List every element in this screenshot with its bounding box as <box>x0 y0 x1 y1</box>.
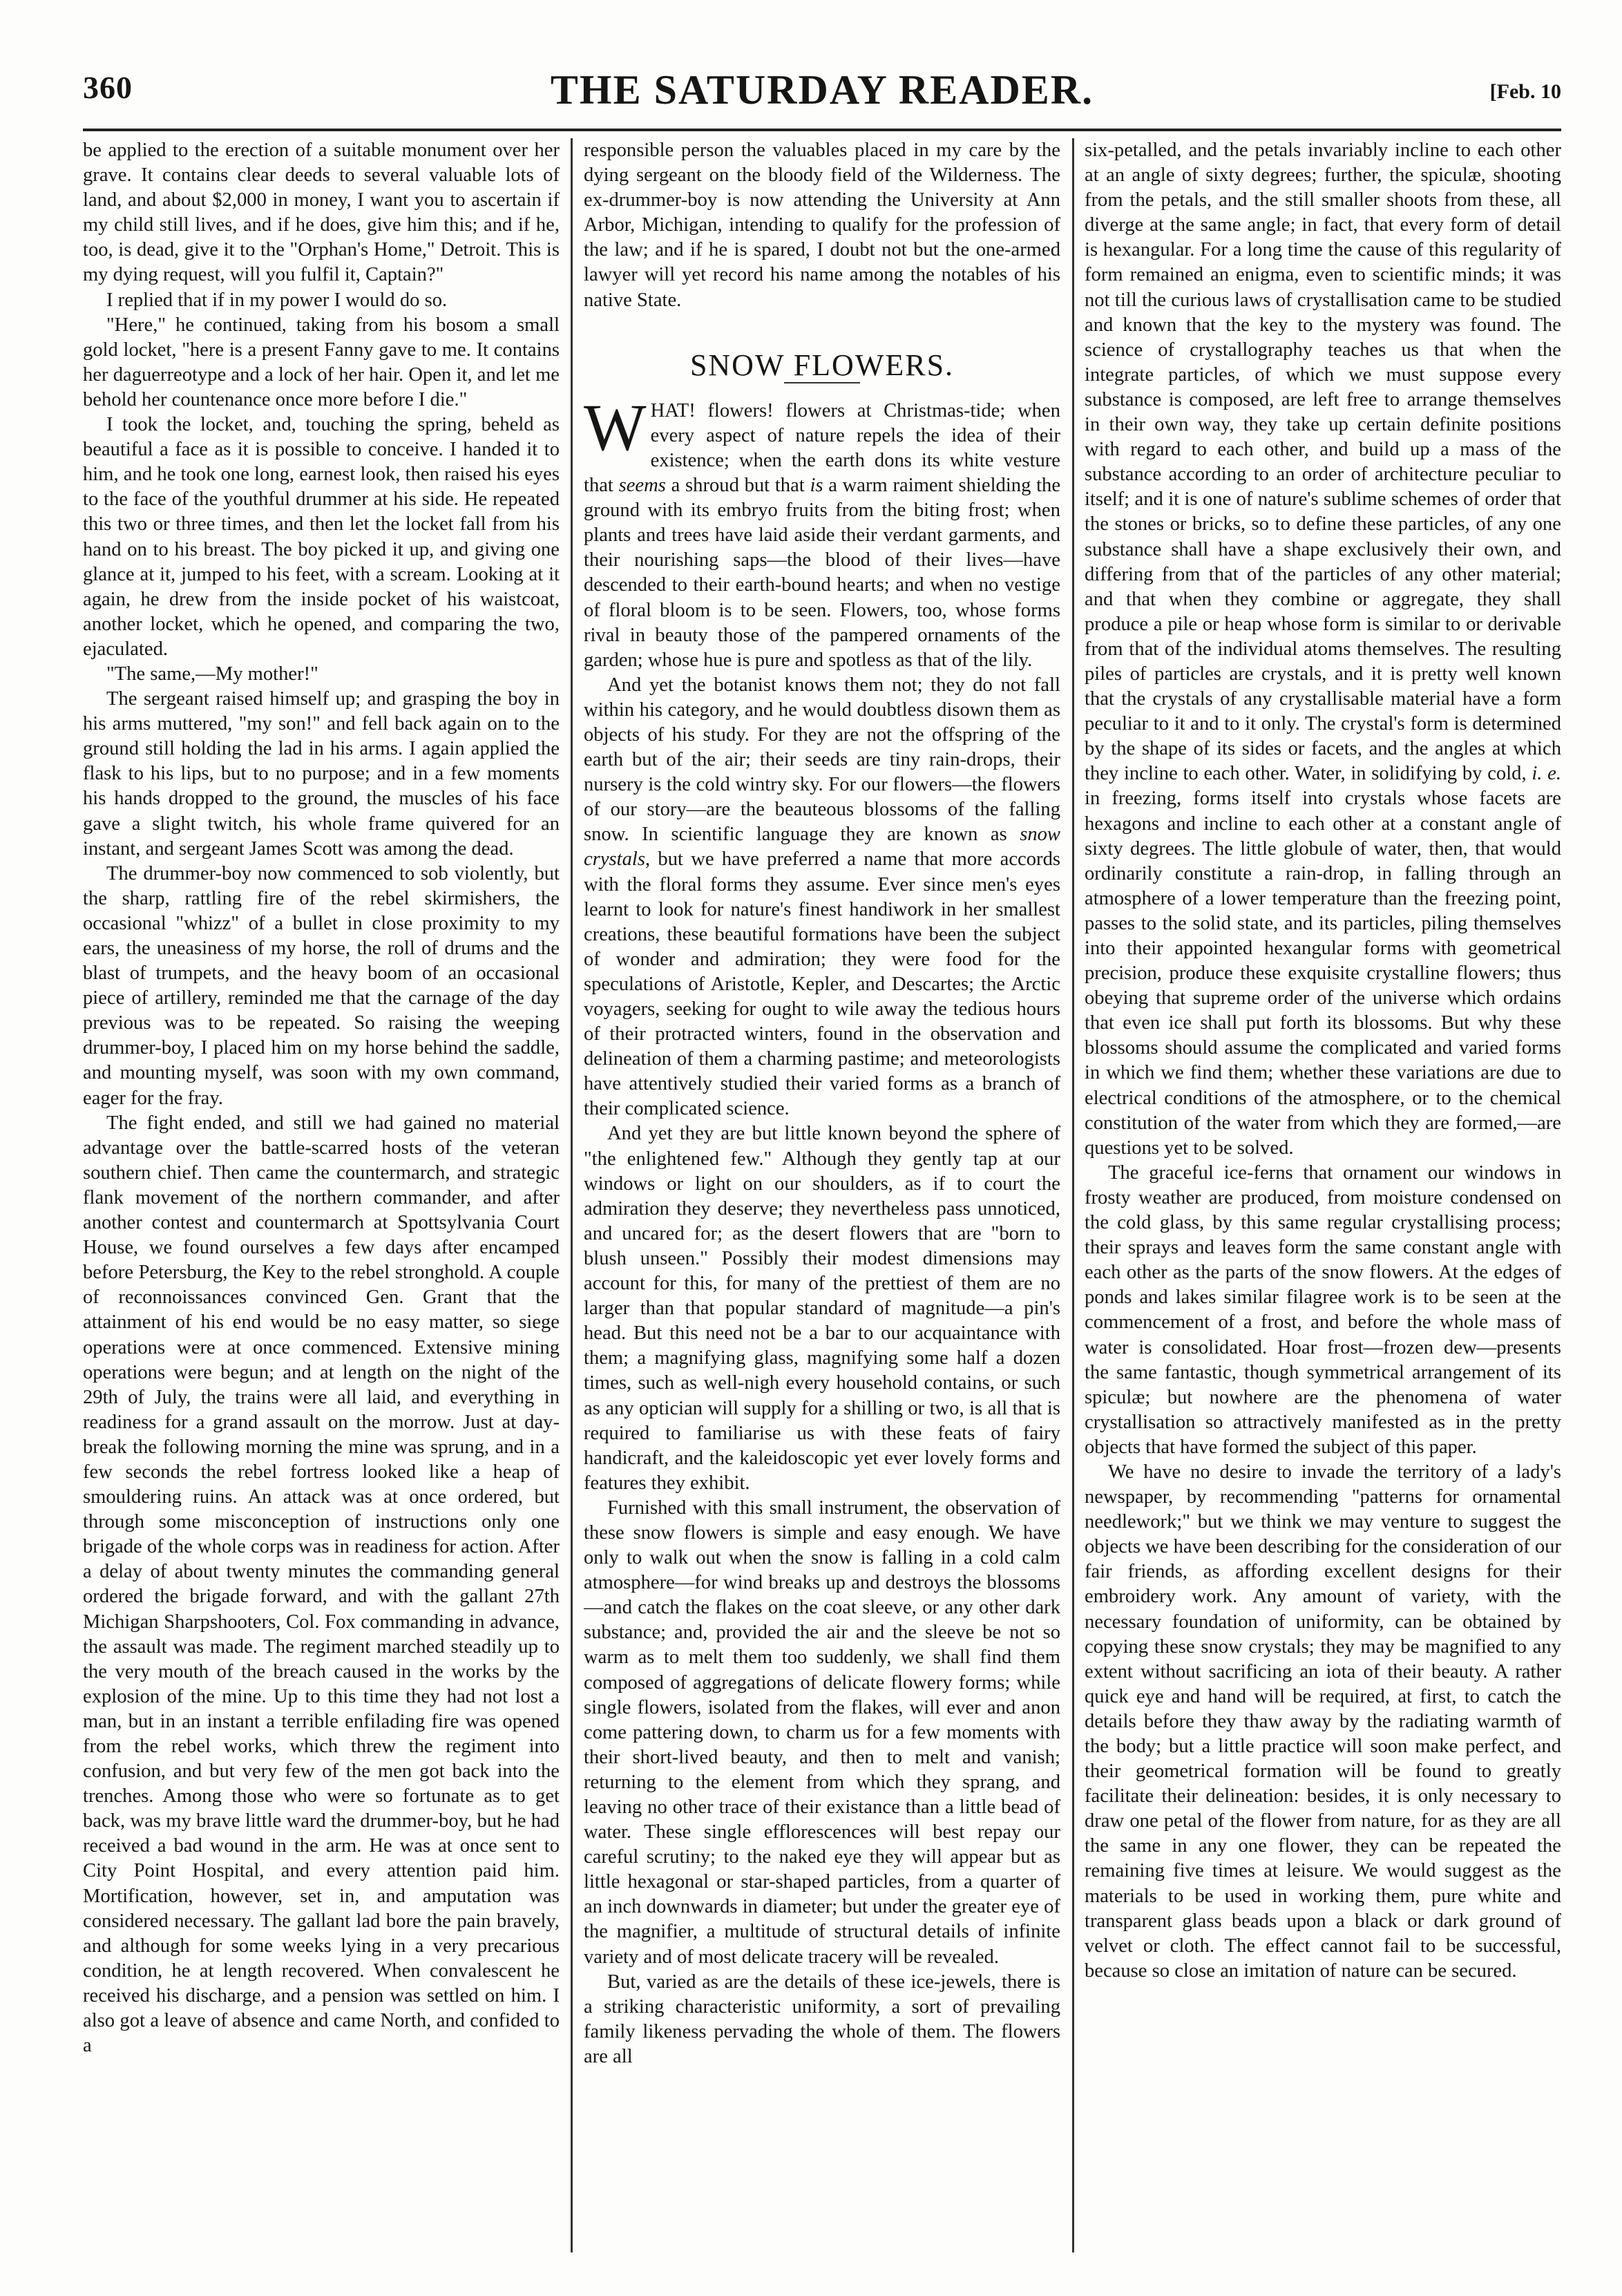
article-paragraph: six-petalled, and the petals invariably incline to each other at an angle of sixty degrees; further, the spiculæ, shooting from the petals, and the still smaller shoots from these, all diverge at the same angle; in fact, that every form of detail is hexangular. For a long time the cause of this regularity of form remained an enigma, even to scientific minds; it was not till the curious laws of crystallisation came to be studied and known that the key to the mystery was found. The science of crystallography teaches us that when the integrate particles, of which we must suppose every substance is composed, are left free to arrange themselves in their own way, they take up certain definite positions with regard to each other, and build up a mass of the substance according to an order of architecture peculiar to itself; and it is one of nature's sublime schemes of order that the stones or bricks, so to define these particles, of any one substance shall have a shape exclusively their own, and differing from that of the particles of any other material; and that when they combine or aggregate, they shall produce a pile or heap whose form is similar to or derivable from that of the individual atoms themselves. The resulting piles of particles are crystals, and it is pretty well known that the crystals of any crystallisable material have a form peculiar to it and to it only. The crystal's form is determined by the shape of its sides or facets, and the angles at which they incline to each other. Water, in solidifying by cold, i. e. in freezing, forms itself into crystals whose facets are hexagons and incline to each other at a constant angle of sixty degrees. The little globule of water, then, that would ordinarily constitute a rain-drop, in falling through an atmosphere of a lower temperature than the freezing point, passes to the solid state, and its particles, piling themselves into their appointed hexangular forms with geometrical precision, produce these exquisite crystalline flowers; thus obeying that supreme order of the universe which ordains that even ice shall put forth its blossoms. But why these blossoms should assume the complicated and varied forms in which we find them; whether these variations are due to electrical conditions of the atmosphere, or to the chemical constitution of the water from which they are formed,—are questions yet to be solved. <box>1085 140 1561 1159</box>
story-paragraph: The drummer-boy now commenced to sob violently, but the sharp, rattling fire of the rebel skirmishers, the occasional "whizz" of a bullet in close proximity to my ears, the uneasiness of my horse, the roll of drums and the blast of trumpets, and the heavy boom of an occasional piece of artillery, reminded me that the carnage of the day previous was to be repeated. So raising the weeping drummer-boy, I placed him on my horse behind the saddle, and mounting myself, was soon with my own command, eager for the fray. <box>83 862 560 1109</box>
story-paragraph: be applied to the erection of a suitable monument over her grave. It contains clear deeds to several valuable lots of land, and about $2,000 in money, I want you to ascertain if my child still lives, and if he does, give him this; and if he, too, is dead, give it to the "Orphan's Home," Detroit. This is my dying request, will you fulfil it, Captain?" <box>83 140 560 286</box>
story-paragraph: I took the locket, and, touching the spring, beheld as beautiful a face as it is possible to conceive. I handed it to him, and he took one long, earnest look, then raised his eyes to the face of the youthful drummer at his side. He repeated this two or three times, and then let the locket fall from his hand on to his breast. The boy picked it up, and giving one glance at it, jumped to his feet, with a scream. Looking at it again, he drew from the inside pocket of his waistcoat, another locket, which he opened, and comparing the two, ejaculated. <box>83 414 560 660</box>
story-paragraph: The sergeant raised himself up; and grasping the boy in his arms muttered, "my son!" and fell back again on to the ground still holding the lad in his arms. I again applied the flask to his lips, but to no purpose; and in a few moments his hands dropped to the ground, the muscles of his face gave a slight twitch, his whole frame quivered for an instant, and sergeant James Scott was among the dead. <box>83 688 560 860</box>
page-number: 360 <box>83 70 133 105</box>
story-paragraph: "Here," he continued, taking from his bosom a small gold locket, "here is a present Fanny gave to me. It contains her daguerreotype and a lock of her hair. Open it, and let me behold her countenance once more before I die." <box>83 314 560 410</box>
story-paragraph: The fight ended, and still we had gained no material advantage over the battle-scarred hosts of the veteran southern chief. Then came the countermarch, and strategic flank movement of the northern commander, and after another contest and countermarch at Spottsylvania Court House, we found ourselves a few days after encamped before Petersburg, the Key to the rebel stronghold. A couple of reconnoissances convinced Gen. Grant that the attainment of his end would be no easy matter, so siege operations were at once commenced. Extensive mining operations were begun; and at length on the night of the 29th of July, the trains were all laid, and everything in readiness for a grand assault on the morrow. Just at day-break the following morning the mine was sprung, and in a few seconds the rebel fortress looked like a heap of smouldering ruins. An attack was at once ordered, but through some misconception of instructions only one brigade of the whole corps was in readiness for action. After a delay of about twenty minutes the commanding general ordered the brigade forward, and with the gallant 27th Michigan Sharpshooters, Col. Fox commanding in advance, the assault was made. The regiment marched steadily up to the very mouth of the breach caused in the works by the explosion of the mine. Up to this time they had not lost a man, but in an instant a terrible enfilading fire was opened from the rebel works, which threw the regiment into confusion, and but very few of the men got back into the trenches. Among those who were so fortunate as to get back, was my brave little ward the drummer-boy, but he had received a bad wound in the arm. He was at once sent to City Point Hospital, and every attention paid him. Mortification, however, set in, and amputation was considered necessary. The gallant lad bore the pain bravely, and although for some weeks lying in a very precarious condition, he at length recovered. When convalescent he received his discharge, and a pension was settled on him. I also got a leave of absence and came North, and confided to a <box>83 1112 560 2057</box>
story-paragraph: I replied that if in my power I would do so. <box>106 289 448 311</box>
page-header <box>83 66 1561 122</box>
drop-cap: W <box>584 390 647 464</box>
story-paragraph: "The same,—My mother!" <box>106 663 318 685</box>
article-paragraph: Furnished with this small instrument, the observation of these snow flowers is simple and easy enough. We have only to walk out when the snow is falling in a cold calm atmosphere—for wind breaks up and destroys the blossoms—and catch the flakes on the coat sleeve, or any other dark substance; and, provided the air and the sleeve be not so warm as to melt them too suddenly, we shall find them composed of aggregations of delicate flowery forms; while single flowers, isolated from the flakes, will ever and anon come pattering down, to charm us for a few moments with their short-lived beauty, and then to melt and vanish; returning to the element from which they sprang, and leaving no other trace of their existance than a little bead of water. These single efflorescences will best repay our careful scrutiny; to the naked eye they will appear but as little hexagonal or star-shaped particles, from a quarter of an inch downwards in diameter; but under the greater eye of the magnifier, a multitude of structural details of infinite variety and of most delicate tracery will be revealed. <box>584 1497 1060 1968</box>
article-paragraph: But, varied as are the details of these ice-jewels, there is a striking characteristic uniformity, a sort of prevailing family likeness pervading the whole of them. The flowers are all <box>584 1971 1060 2067</box>
masthead: THE SATURDAY READER. <box>550 67 1094 113</box>
article-paragraph: The graceful ice-ferns that ornament our windows in frosty weather are produced, from moisture condensed on the cold glass, by this same regular crystallising process; their sprays and leaves form the same constant angle with each other as the parts of the snow flowers. At the edges of ponds and lakes similar filagree work is to be seen at the commencement of a frost, and before the whole mass of water is consolidated. Hoar frost—frozen dew—presents the same fantastic, though symmetrical arrangement of its spiculæ; but nowhere are the phenomena of water crystallisation so attractively manifested as in the pretty objects that have formed the subject of this paper. <box>1085 1161 1561 1458</box>
column-2 <box>584 138 1060 2252</box>
title-rule <box>784 382 860 383</box>
article-title: SNOW FLOWERS. <box>689 348 955 382</box>
header-rule <box>83 129 1561 131</box>
header-date: [Feb. 10 <box>1489 80 1561 103</box>
column-divider <box>571 138 573 2252</box>
article-paragraph: WHAT! flowers! flowers at Christmas-tide; when every aspect of nature repels the idea of their existence; when the earth dons its white vesture that seems a shroud but that is a warm raiment shielding the ground with its embryo fruits from the biting frost; when plants and trees have laid aside their verdant garments, and their nourishing saps—the blood of their lives—have descended to their earth-bound hearts; and when no vestige of floral bloom is to be seen. Flowers, too, whose forms rival in beauty those of the pampered ornaments of the garden; whose hue is pure and spotless as that of the lily. <box>584 390 1060 671</box>
article-paragraph: And yet the botanist knows them not; they do not fall within his category, and he would doubtless disown them as objects of his study. For they are not the offspring of the earth but of the air; their seeds are tiny rain-drops, their nursery is the cold wintry sky. For our flowers—the flowers of our story—are the beauteous blossoms of the falling snow. In scientific language they are known as snow crystals, but we have preferred a name that more accords with the floral forms they assume. Ever since men's eyes learnt to look for nature's finest handiwork in her smallest creations, these beautiful formations have been the subject of wonder and admiration; they were food for the speculations of Aristotle, Kepler, and Descartes; the Arctic voyagers, seeking for ought to wile away the tedious hours of their protracted winters, found in the observation and delineation of them a charming pastime; and meteorologists have attentively studied their varied forms as a branch of their complicated science. <box>584 674 1060 1120</box>
article-paragraph: And yet they are but little known beyond the sphere of "the enlightened few." Although they gently tap at our windows or light on our shoulders, as if to court the admiration they deserve; they nevertheless pass unnoticed, and uncared for; as the desert flowers that are "born to blush unseen." Possibly their modest dimensions may account for this, for many of the prettiest of them are no larger than that popular standard of magnitude—a pin's head. But this need not be a bar to our acquaintance with them; a magnifying glass, magnifying some half a dozen times, such as well-nigh every household contains, or such as any optician will supply for a shilling or two, is all that is required to familiarise us with these feats of fairy handicraft, and the kaleidoscopic yet ever lovely forms and features they exhibit. <box>584 1123 1060 1494</box>
column-divider <box>1072 138 1074 2252</box>
column-3 <box>1085 138 1561 2252</box>
story-paragraph: responsible person the valuables placed in my care by the dying sergeant on the bloody field of the Wilderness. The ex-drummer-boy is now attending the University at Ann Arbor, Michigan, intending to qualify for the profession of the law; and if he is spared, I doubt not but the one-armed lawyer will yet record his name among the notables of his native State. <box>584 140 1060 311</box>
article-paragraph: We have no desire to invade the territory of a lady's newspaper, by recommending "patterns for ornamental needlework;" but we think we may venture to suggest the objects we have been describing for the consideration of our fair friends, as affording excellent designs for their embroidery work. Any amount of variety, with the necessary foundation of uniformity, can be obtained by copying these snow crystals; they may be magnified to any extent without sacrificing an iota of their beauty. A rather quick eye and hand will be required, at first, to catch the details before they thaw away by the radiating warmth of the body; but a little practice will soon make perfect, and their geometrical formation will be found to greatly facilitate their delineation: besides, it is only necessary to draw one petal of the flower from nature, for as they are all the same in any one flower, they can be repeated the remaining five times at leisure. We would suggest as the materials to be used in working them, pure white and transparent glass beads upon a black or dark ground of velvet or cloth. The effect cannot fail to be successful, because so close an imitation of nature can be secured. <box>1085 1461 1561 1982</box>
column-1 <box>83 138 560 2252</box>
